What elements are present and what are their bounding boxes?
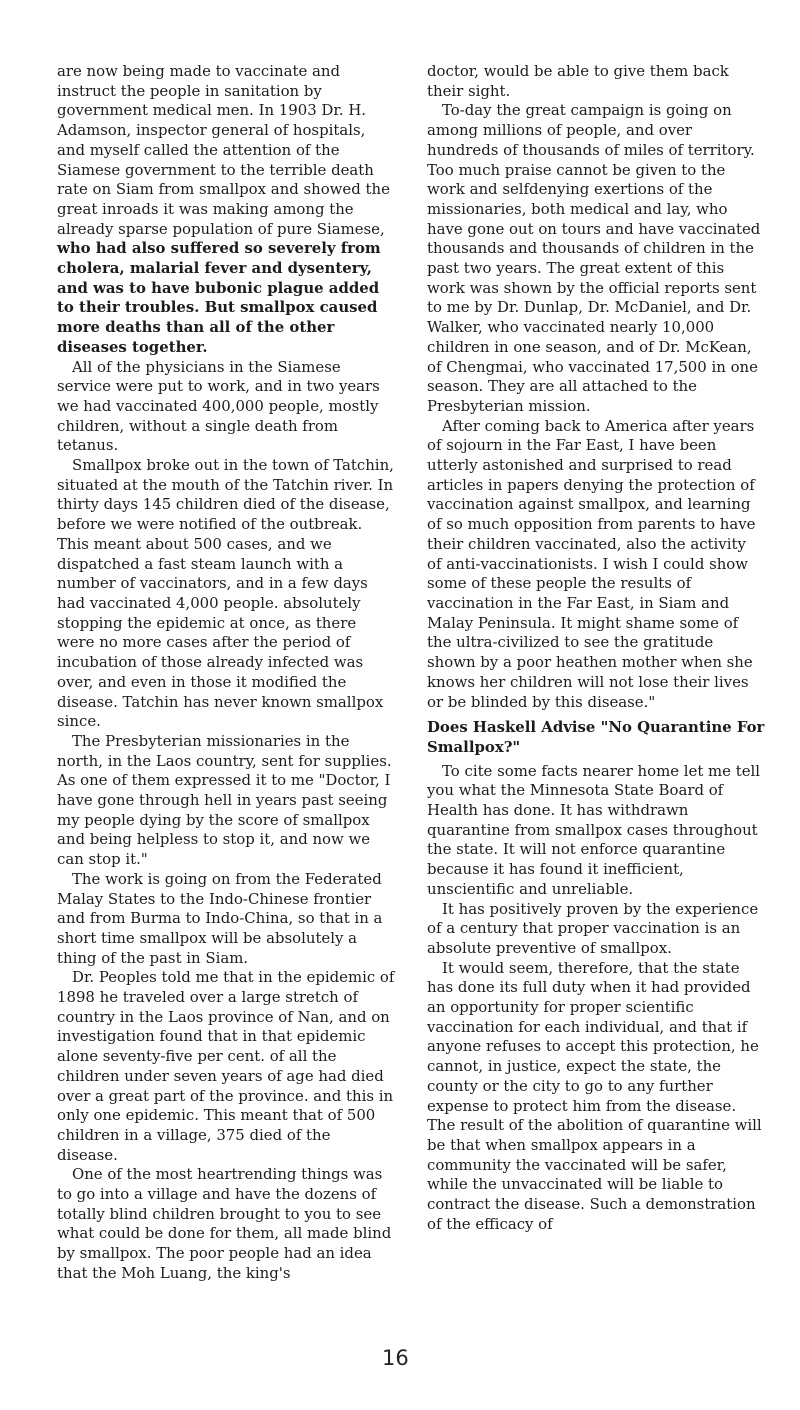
right-paragraph-6: It would seem, therefore, that the state has done its full duty when it had provided an opportunity for proper scientific vaccination for each individual, and that if anyone refuses to accept this protection, he cannot, in justice, expect the state, the county or the city to go to any further expense to protect him from the disease. The result of the abolition of quarantine will be that when smallpox appears in a community the vaccinated will be safer, while the unvaccinated will be liable to contract the disease. Such a demonstration of the efficacy of (427, 958, 762, 1233)
right-column (427, 62, 765, 1234)
left-paragraph-1 (57, 62, 395, 358)
right-paragraph-4: To cite some facts nearer home let me tell you what the Minnesota State Board of Health has done. It has withdrawn quarantine from smallpox cases throughout the state. It will not enforce quarantine because it has found it inefficient, unscientific and unreliable. (427, 761, 761, 898)
right-paragraph-2: To-day the great campaign is going on among millions of people, and over hundreds of thousands of miles of territory. Too much praise cannot be given to the work and selfdenying exertions of the missionaries, both medical and lay, who have gone out on tours and have vaccinated thousands and thousands of children in the past two years. The great extent of this work was shown by the official reports sent to me by Dr. Dunlap, Dr. McDaniel, and Dr. Walker, who vaccinated nearly 10,000 children in one season, and of Dr. McKean, of Chengmai, who vaccinated 17,500 in one season. They are all attached to the Presbyterian mission. (427, 101, 761, 415)
left-paragraph-4: The Presbyterian missionaries in the north, in the Laos country, sent for supplies. As one of them expressed it to me "Doctor, I have gone through hell in years past seeing my people dying by the score of smallpox and being helpless to stop it, and now we can stop it." (57, 731, 392, 869)
section-heading: Does Haskell Advise "No Quarantine For Smallpox?" (427, 718, 765, 756)
left-paragraph-5: The work is going on from the Federated Malay States to the Indo-Chinese frontier and from Burma to Indo-China, so that in a short time smallpox will be absolutely a thing of the past in Siam. (57, 869, 383, 967)
left-paragraph-2: All of the physicians in the Siamese service were put to work, and in two years we had vaccinated 400,000 people, mostly children, without a single death from tetanus. (57, 357, 380, 455)
left-column (57, 62, 395, 1284)
right-paragraph-5: It has positively proven by the experience of a century that proper vaccination is an absolute preventive of smallpox. (427, 899, 759, 957)
left-paragraph-3: Smallpox broke out in the town of Tatchin, situated at the mouth of the Tatchin river. In thirty days 145 children died of the disease, before we were notified of the outbreak. This meant about 500 cases, and we dispatched a fast steam launch with a number of vaccinators, and in a few days had vaccinated 4,000 people. absolutely stopping the epidemic at once, as there were no more cases after the period of incubation of those already infected was over, and even in those it modified the disease. Tatchin has never known smallpox since. (57, 456, 394, 731)
right-paragraph-3: After coming back to America after years of sojourn in the Far East, I have been utterly astonished and surprised to read articles in papers denying the protection of vaccination against smallpox, and learning of so much opposition from parents to have their children vaccinated, also the activity of anti-vaccinationists. I wish I could show some of these people the results of vaccination in the Far East, in Siam and Malay Peninsula. It might shame some of the ultra-civilized to see the gratitude shown by a poor heathen mother when she knows her children will not lose their lives or be blinded by this disease." (427, 416, 756, 711)
page-number: 16 (382, 1346, 409, 1370)
left-paragraph-7: One of the most heartrending things was to go into a village and have the dozens of totally blind children brought to you to see what could be done for them, all made blind by smallpox. The poor people had an idea that the Moh Luang, the king's (57, 1165, 392, 1282)
right-paragraph-1: doctor, would be able to give them back their sight. (427, 62, 729, 100)
left-paragraph-1-text: are now being made to vaccinate and instruct the people in sanitation by government medical men. In 1903 Dr. H. Adamson, inspector general of hospitals, and myself called the attention of the Siamese government to the terrible death rate on Siam from smallpox and showed the great inroads it was making among the already sparse population of pure Siamese, (57, 62, 390, 238)
left-paragraph-1-bold-text: who had also suffered so severely from cholera, malarial fever and dysentery, and was to have bubonic plague added to their troubles. But smallpox caused more deaths than all of the other diseases together. (57, 239, 381, 356)
left-paragraph-6: Dr. Peoples told me that in the epidemic of 1898 he traveled over a large stretch of country in the Laos province of Nan, and on investigation found that in that epidemic alone seventy-five per cent. of all the children under seven years of age had died over a great part of the province. and this in only one epidemic. This meant that of 500 children in a village, 375 died of the disease. (57, 968, 395, 1164)
